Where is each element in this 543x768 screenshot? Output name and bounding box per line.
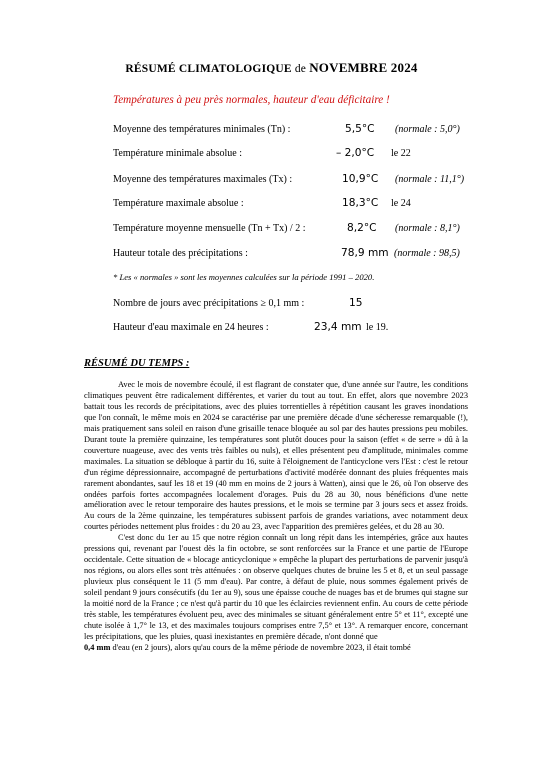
stat-label: Nombre de jours avec précipitations ≥ 0,1 mm : (113, 298, 305, 309)
stat-normal: (normale : 5,0°) (395, 124, 460, 135)
stat-label: Température moyenne mensuelle (Tn + Tx) / 2 : (113, 223, 306, 234)
stat-label: Température maximale absolue : (113, 198, 244, 209)
stat-value: 15 (349, 297, 363, 309)
stat-value: 78,9 mm (341, 247, 389, 259)
summary-heading: RÉSUMÉ DU TEMPS : (84, 358, 190, 369)
stat-date: le 24 (391, 198, 411, 209)
summary-paragraph-2 (84, 533, 468, 653)
title-main: RÉSUMÉ CLIMATOLOGIQUE (125, 63, 292, 75)
normals-footnote: * Les « normales » sont les moyennes calculées sur la période 1991 – 2020. (113, 272, 375, 282)
paragraph-2-tail: d'eau (en 2 jours), alors qu'au cours de la même période de novembre 2023, il était tombé (110, 642, 411, 652)
stat-label: Hauteur d'eau maximale en 24 heures : (113, 322, 269, 333)
document-title (0, 60, 543, 76)
stat-value: 5,5°C (345, 123, 375, 135)
stat-label: Température minimale absolue : (113, 148, 242, 159)
stat-value: 10,9°C (342, 173, 379, 185)
stat-value: 23,4 mm (314, 321, 362, 333)
summary-body (84, 380, 468, 654)
stat-value: 18,3°C (342, 197, 379, 209)
stat-date: le 22 (391, 148, 411, 159)
rain-amount-bold: 0,4 mm (84, 642, 111, 652)
paragraph-2-text: C'est donc du 1er au 15 que notre région connaît un long répit dans les intempéries, grâce aux hautes pressions qui, revenant par l'ouest dès la fin octobre, se sont renforcées sur la France et une partie de l'Europe occidentale. Cette situation de « blocage anticyclonique » empêche la plupart des perturbations de parvenir jusqu'à nos régions, ou alors elles sont très atténuées : on observe quelques chutes de bruine les 5 et 8, et un seul passage pluvieux plus conséquent le 11 (5 mm d'eau). Par contre, à défaut de pluie, nous sommes également privés de soleil pendant 9 jours consécutifs (du 1er au 9), sous une épaisse couche de nuages bas et de brumes qui stagne sur la moitié nord de la France ; ce n'est qu'à partir du 10 que les éclaircies reviennent enfin. Au cours de cette période très stable, les températures évoluent peu, avec des minimales se situant généralement entre 5° et 11°, excepté une chute isolée à 1,7° le 13, et des maximales toujours comprises entre 7,5° et 13°. A remarquer encore, concernant les précipitations, que les pluies, quasi inexistantes en première décade, n'ont donné que (84, 533, 468, 641)
stat-value: 8,2°C (347, 222, 377, 234)
stat-label: Moyenne des températures minimales (Tn) : (113, 124, 291, 135)
stat-date: le 19. (366, 322, 389, 333)
stat-normal: (normale : 98,5) (394, 248, 460, 259)
stat-normal: (normale : 8,1°) (395, 223, 460, 234)
title-month: NOVEMBRE 2024 (309, 60, 418, 75)
stat-label: Moyenne des températures maximales (Tx) : (113, 174, 293, 185)
stat-normal: (normale : 11,1°) (395, 174, 465, 185)
title-de: de (294, 63, 307, 75)
stat-value: – 2,0°C (336, 147, 375, 159)
stat-label: Hauteur totale des précipitations : (113, 248, 248, 259)
summary-paragraph-1: Avec le mois de novembre écoulé, il est flagrant de constater que, d'une année sur l'autre, les conditions climatiques peuvent être radicalement différentes, et varier du tout au tout. En effet, alors que novembre 2023 battait tous les records de précipitations, avec des pluies torrentielles à répétition causant les graves inondations que l'on connaît, le même mois en 2024 se caractérise par une première décade d'une sécheresse remarquable (!), mais pratiquement sans soleil en raison d'une grisaille tenace bloquée au sol par des hautes pressions peu mobiles. Durant toute la première quinzaine, les températures sont plutôt douces pour la saison (effet « de serre » dû à la couverture nuageuse, avec des vents très faibles ou nuls), et elles présentent peu d'amplitude, minimales comme maximales. La situation se débloque à partir du 16, suite à l'éloignement de l'anticyclone vers l'Est : c'est le retour d'un régime dépressionnaire, accompagné de perturbations d'activité modérée donnant des pluies fréquentes mais rarement abondantes, sauf les 18 et 19 (40 mm en moins de 2 jours à Watten), ainsi que le 26, où l'on observe des ondées parfois fortes accompagnées localement d'orages. Puis du 28 au 30, nous bénéficions d'une nette amélioration avec le retour temporaire des hautes pressions, et le mois se termine par 3 jours secs et assez froids. Au cours de la 2ème quinzaine, les températures subissent parfois de grandes variations, avec notamment deux courtes périodes nettement plus froides : du 20 au 23, avec l'apparition des premières gelées, et du 28 au 30. (84, 380, 468, 532)
document-subtitle: Températures à peu près normales, hauteur d'eau déficitaire ! (113, 94, 390, 106)
